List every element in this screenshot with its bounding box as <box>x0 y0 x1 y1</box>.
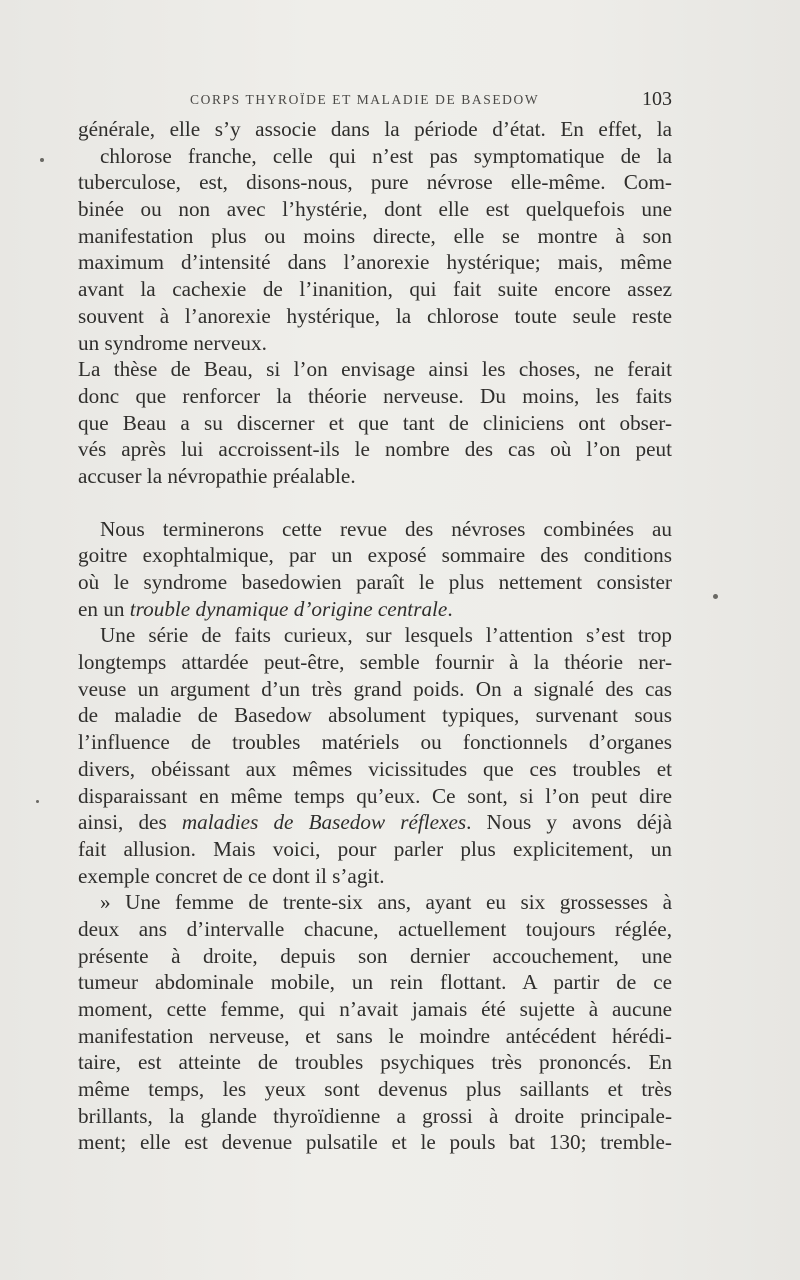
text-line: deux ans d’intervalle chacune, actuellement toujours réglée, <box>78 916 672 941</box>
text-line: moment, cette femme, qui n’avait jamais été sujette à aucune <box>78 997 672 1021</box>
text-line <box>78 596 672 623</box>
text-line: brillants, la glande thyroïdienne a grossi à droite principale- <box>78 1103 672 1128</box>
text-line: Une série de faits curieux, sur lesquels l’attention s’est trop <box>100 623 672 648</box>
text-line: chlorose franche, celle qui n’est pas symptomatique de la <box>100 143 672 168</box>
paragraph-2 <box>78 356 672 489</box>
text-line: divers, obéissant aux mêmes vicissitudes que ces troubles et <box>78 756 672 781</box>
text-line <box>78 809 672 836</box>
text-line: l’influence de troubles matériels ou fonctionnels d’organes <box>78 730 672 755</box>
paper-speck <box>40 158 44 162</box>
text-line: où le syndrome basedowien paraît le plus nettement consister <box>78 570 672 594</box>
text-line: que Beau a su discerner et que tant de cliniciens ont obser- <box>78 410 672 435</box>
text-line: avant la cachexie de l’inanition, qui fait suite encore assez <box>78 277 672 302</box>
running-head: CORPS THYROÏDE ET MALADIE DE BASEDOW <box>190 92 540 107</box>
text-line: donc que renforcer la théorie nerveuse. Du moins, les faits <box>78 383 672 408</box>
text-line: fait allusion. Mais voici, pour parler plus explicitement, un <box>78 836 672 861</box>
text-line: longtemps attardée peut-être, semble fournir à la théorie ner- <box>78 650 672 675</box>
text-line: accuser la névropathie préalable. <box>78 463 356 488</box>
text-line: binée ou non avec l’hystérie, dont elle est quelquefois une <box>78 197 672 222</box>
text-run: en un <box>78 596 130 621</box>
body-text <box>78 116 672 1156</box>
text-line: générale, elle s’y associe dans la période d’état. En effet, la <box>78 117 672 141</box>
page-header <box>78 88 672 112</box>
text-line: un syndrome nerveux. <box>78 330 267 355</box>
text-line: taire, est atteinte de troubles psychiques très prononcés. En <box>78 1050 672 1075</box>
text-line: tuberculose, est, disons-nous, pure névrose elle-même. Com- <box>78 170 672 195</box>
text-line: manifestation plus ou moins directe, elle se montre à son <box>78 223 672 248</box>
text-line: présente à droite, depuis son dernier accouchement, une <box>78 943 672 968</box>
text-line: tumeur abdominale mobile, un rein flottant. A partir de ce <box>78 970 672 995</box>
text-line: » Une femme de trente-six ans, ayant eu six grossesses à <box>100 890 672 915</box>
text-line: vés après lui accroissent-ils le nombre des cas où l’on peut <box>78 437 672 462</box>
italic-phrase: maladies de Basedow réflexes <box>181 810 467 835</box>
paragraph-3 <box>78 516 672 623</box>
paragraph-4 <box>78 622 672 889</box>
paper-speck <box>713 594 718 599</box>
text-line: exemple concret de ce dont il s’agit. <box>78 863 385 888</box>
text-line: de maladie de Basedow absolument typiques, survenant sous <box>78 703 672 728</box>
paragraph-spacer <box>78 490 672 516</box>
text-line: souvent à l’anorexie hystérique, la chlorose toute seule reste <box>78 303 672 328</box>
text-run: . <box>447 596 453 621</box>
text-line: veuse un argument d’un très grand poids. On a signalé des cas <box>78 676 672 701</box>
text-run: ainsi, des <box>78 810 182 835</box>
text-line: Nous terminerons cette revue des névroses combinées au <box>100 516 672 541</box>
paragraph-1 <box>78 116 672 356</box>
page-number: 103 <box>642 88 672 110</box>
text-line: ment; elle est devenue pulsatile et le pouls bat 130; tremble- <box>78 1130 672 1155</box>
text-line: maximum d’intensité dans l’anorexie hystérique; mais, même <box>78 250 672 275</box>
text-line: manifestation nerveuse, et sans le moindre antécédent hérédi- <box>78 1023 672 1048</box>
text-line: La thèse de Beau, si l’on envisage ainsi les choses, ne ferait <box>78 357 672 382</box>
italic-phrase: trouble dynamique d’origine centrale <box>129 596 448 621</box>
paper-speck <box>36 800 39 803</box>
text-line: disparaissant en même temps qu’eux. Ce sont, si l’on peut dire <box>78 783 672 808</box>
paragraph-5 <box>78 889 672 1156</box>
text-line: goitre exophtalmique, par un exposé sommaire des conditions <box>78 543 672 568</box>
text-run: . Nous y avons déjà <box>466 810 673 835</box>
text-line: même temps, les yeux sont devenus plus saillants et très <box>78 1077 672 1102</box>
